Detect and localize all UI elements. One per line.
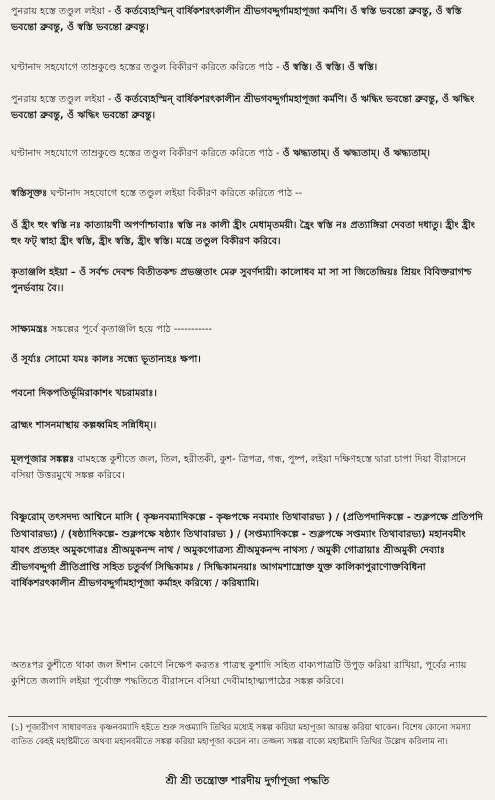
instruction-text: বামহস্তে কুশীতে জল, তিল, হরীতকী, কুশ- ত্রিপত্র, গন্ধ, পুষ্প, লইয়া দক্ষিণহস্তে দ্বারা চাপা দিয়া বীরাসনে বসিয়া উত্তরমুখে সঙ্কল্প করিবে। (11, 454, 467, 481)
mantra-text: ওঁ কর্তব্যেহস্মিন্ বার্ষিকশরৎকালীন শ্রীভগবদ্দুর্গামহাপূজা কর্মণি। ওঁ স্বস্তি ভবন্তো ব্রুবন্তু, ওঁ স্বস্তি ভবন্তো ব্রুবন্তু, ওঁ স্বস্তি ভবন্তো ব্রুবন্তু। (11, 6, 462, 33)
footnote: (১) পূজারীগণ সাধারণতঃ কৃষ্ণনবম্যাদি হইতে শুরু সপ্তম্যাদি তিথির মধ্যেই সঙ্কল্প করিয়া মহাপূজা আরম্ভ করিয়া থাকেন। বিশেষ কোনো সমস্যা ব্যতিত কেহই মহাষ্টমীতে অথবা মহানবমীতে সঙ্কল্প করিয়া মহাপূজা করেন না। তজ্জন্য সঙ্কল্প বাক্যে মহাষ্টমাদি তিথির উল্লেখ করিলাম না। (11, 722, 471, 746)
page-footer-title: শ্রী শ্রী তন্ত্রোক্ত শারদীয় দুর্গাপূজা পদ্ধতি (165, 775, 330, 787)
instruction-text: সঙ্কল্পের পূর্বে কৃতাঞ্জলি হয়ে পাঠ ----------- (47, 324, 212, 335)
section-heading: সাক্ষ্যমন্ত্রঃ (11, 324, 48, 335)
sakshya-line: পবনো দিকপতির্ভূমিরাকাশং খচরামরাঃ। (11, 388, 157, 399)
instruction-text: পুনরায় হস্তে তণ্ডুল লইয়া - (11, 94, 115, 105)
swasti-sukta-intro (11, 186, 486, 202)
instruction-text: ঘণ্টানাদ সহযোগে তাম্রকুণ্ডে হস্তের তণ্ডুল বিকীরণ করিতে করিতে পাঠ - (11, 62, 280, 73)
swasti-sukta-mantra: ওঁ হ্রীং হুং স্বস্তি নঃ কাত্যায়ণী অপর্ণাশ্চাব্যাঃ স্বস্তি নঃ কালী হ্রীং মেধামৃতময়ী। হ্রৈং স্বস্তি নঃ প্রত্যাঙ্গিরা দেবতা দধাতু। হ্রীং হ্রীং হুং ফট্ স্বাহা হ্রীং স্বস্তি, হ্রীং স্বস্তি, হ্রীং স্বস্তি। মন্ত্রে তণ্ডুল বিকীরণ করিবে। (11, 220, 475, 247)
kritanjali-mantra: কৃতাঞ্জলি হইয়া – ওঁ সর্বশ্চ দেবশ্চ বিতীতকশ্চ প্রভঞ্জতাং মেরু সুবর্ণদায়ী। কালোধব মা সা সা জিতেন্দ্রিয়ঃ শ্রিয়ং বিবিক্তরাগশ্চ পুনর্ভবায় বৈ।। (11, 267, 472, 294)
instruction-text: পুনরায় হস্তে তণ্ডুল লইয়া - (11, 6, 115, 17)
instruction-text: ঘণ্টানাদ সহযোগে হস্তে তণ্ডুল লইয়া বিকীরণ করিতে করিতে পাঠ -- (47, 188, 303, 199)
section-heading: স্বস্তিসূক্তঃ (11, 188, 48, 199)
sakshya-intro (11, 322, 486, 338)
mantra-text: ওঁ স্বস্তি। ওঁ স্বস্তি। ওঁ স্বস্তি। (282, 62, 378, 73)
sakshya-line: ব্রাহ্মং শাসনমাস্থায় কল্পধ্বমিহ সন্নিধিম্।। (11, 420, 157, 431)
instruction-text: ঘণ্টানাদ সহযোগে তাম্রকুণ্ডে হস্তের তণ্ডুল বিকীরণ করিতে করিতে পাঠ - (11, 148, 280, 159)
mul-puja-intro (11, 452, 486, 483)
paragraph-riddhi-sankalpa (11, 92, 486, 123)
mantra-text: ওঁ ঋদ্ধ্যতাম্। ওঁ ঋদ্ধ্যতাম্। ওঁ ঋদ্ধ্যতাম্। (282, 148, 430, 159)
paragraph-swasti-chant (11, 60, 486, 76)
sakshya-line: ওঁ সূর্য্যঃ সোমো যমঃ কালঃ সন্ধ্যে ভূতান্যহঃ ক্ষপা। (11, 354, 201, 365)
footnote-divider (8, 716, 487, 717)
paragraph-swasti-sankalpa (11, 4, 486, 35)
mul-sankalpa-mantra: বিষ্ণুরোম্ তৎসদদ্য আশ্বিনে মাসি ( কৃষ্ণনবম্যাদিকল্পে - কৃষ্ণপক্ষে নবম্যাং তিথাবারভ্য ) / (প্রতিপদাদিকল্পে - শুক্লপক্ষে প্রতিপদি তিথাবারভ্য) / (ষষ্ঠ্যাদিকল্পে- শুক্লপক্ষে ষষ্ঠ্যাং তিথাবারভ্য ) / (সপ্তম্যাদিকল্পে - শুক্লপক্ষে সপ্তম্যাং তিথাবারভ্য) মহানবমীং যাবৎ প্রত্যহং অমুকগোত্রঃ শ্রীঅমুকনন্দ নাথ / অমুকগোত্রস্য শ্রীঅমুকনন্দ নাথস্য / অমুকী গোত্রায়াঃ শ্রীঅমুকী দেব্যাঃ শ্রীভগবদ্দুর্গা প্রীতিপ্রাপ্তি সহিত চতুর্বর্গ সিদ্ধিকামঃ / সিদ্ধিকামনয়াঃ আগমশাস্ত্রোক্ত যুক্ত কালিকাপুরাণোক্তবিধিনা বার্ষিকশরৎকালীন শ্রীভগবদ্দুর্গামহাপূজা কর্মাহং করিষ্যে / করিষ্যামি। (11, 512, 483, 589)
section-heading: মূলপূজার সঙ্কল্পঃ (11, 454, 75, 465)
mantra-text: ওঁ কর্তব্যেহস্মিন্ বার্ষিকশরৎকালীন শ্রীভগবদ্দুর্গামহাপূজা কর্মণি। ওঁ ঋদ্ধিং ভবন্তো ব্রুবন্তু, ওঁ ঋদ্ধিং ভবন্তো ব্রুবন্তু, ওঁ ঋদ্ধিং ভবন্তো ব্রুবন্তু। (11, 94, 475, 121)
paragraph-riddhi-chant (11, 146, 486, 162)
atahpar-paragraph: অতঃপর কুশীতে থাকা জল ঈশান কোণে নিক্ষেপ করতঃ পাত্রস্থ কুশাদি সহিত বাক্যপাত্রটি উপুড় করিয়া রাখিয়া, পূর্বের ন্যায় কুশিতে জলাদি লইয়া পূর্বোক্ত পদ্ধতিতে বীরাসনে বসিয়া দেবীমাহাত্ম্যপাঠের সঙ্কল্প করিবে। (11, 660, 467, 687)
